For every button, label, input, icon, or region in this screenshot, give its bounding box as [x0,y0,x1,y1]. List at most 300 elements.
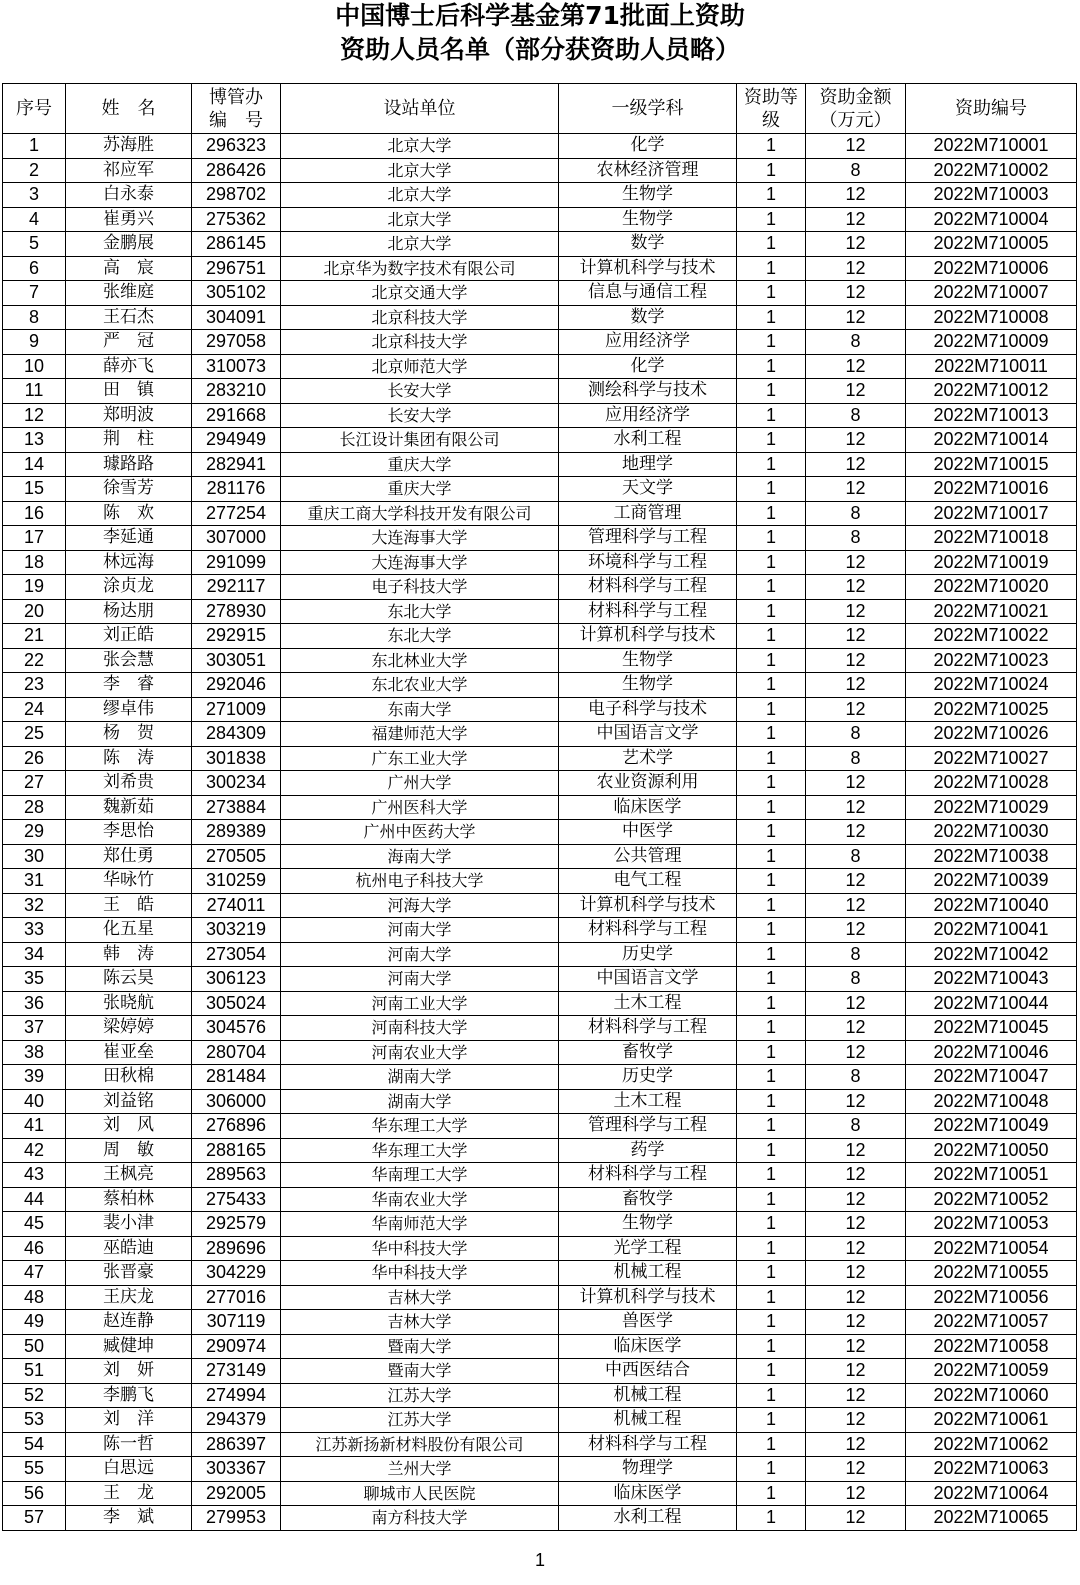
table-row [3,354,1077,379]
cell-amount: 12 [806,550,906,575]
cell-grant-id: 2022M710054 [906,1236,1077,1261]
cell-grant-id: 2022M710061 [906,1408,1077,1433]
cell-institution: 河南大学 [281,942,559,967]
cell-grant-id: 2022M710040 [906,893,1077,918]
cell-discipline: 农林经济管理 [559,158,737,183]
cell-discipline: 生物学 [559,1212,737,1237]
cell-discipline: 临床医学 [559,1334,737,1359]
cell-office-id: 278930 [192,599,281,624]
cell-office-id: 273149 [192,1359,281,1384]
cell-institution: 河南大学 [281,918,559,943]
cell-discipline: 临床医学 [559,795,737,820]
cell-amount: 8 [806,501,906,526]
cell-name: 田 镇 [66,379,192,404]
cell-office-id: 286426 [192,158,281,183]
cell-discipline: 机械工程 [559,1383,737,1408]
cell-name: 李延通 [66,526,192,551]
cell-grade: 1 [737,942,806,967]
cell-discipline: 管理科学与工程 [559,526,737,551]
cell-amount: 12 [806,1359,906,1384]
cell-grade: 1 [737,820,806,845]
cell-office-id: 292046 [192,673,281,698]
cell-grant-id: 2022M710055 [906,1261,1077,1286]
cell-office-id: 305024 [192,991,281,1016]
cell-discipline: 材料科学与工程 [559,1432,737,1457]
cell-name: 赵连静 [66,1310,192,1335]
cell-name: 王 龙 [66,1481,192,1506]
table-row [3,771,1077,796]
cell-institution: 吉林大学 [281,1310,559,1335]
cell-index: 52 [3,1383,66,1408]
table-row [3,1432,1077,1457]
cell-discipline: 计算机科学与技术 [559,1285,737,1310]
cell-discipline: 临床医学 [559,1481,737,1506]
cell-office-id: 310073 [192,354,281,379]
cell-grade: 1 [737,599,806,624]
cell-grade: 1 [737,330,806,355]
cell-name: 刘 洋 [66,1408,192,1433]
cell-index: 54 [3,1432,66,1457]
cell-grant-id: 2022M710063 [906,1457,1077,1482]
cell-discipline: 环境科学与工程 [559,550,737,575]
cell-amount: 12 [806,207,906,232]
cell-name: 张维庭 [66,281,192,306]
table-row [3,207,1077,232]
cell-amount: 12 [806,1163,906,1188]
cell-discipline: 生物学 [559,673,737,698]
table-row [3,330,1077,355]
cell-office-id: 307119 [192,1310,281,1335]
cell-grade: 1 [737,1114,806,1139]
cell-office-id: 289563 [192,1163,281,1188]
cell-grade: 1 [737,134,806,159]
table-row [3,1163,1077,1188]
cell-index: 7 [3,281,66,306]
cell-grade: 1 [737,1163,806,1188]
cell-index: 38 [3,1040,66,1065]
cell-name: 臧健坤 [66,1334,192,1359]
cell-index: 41 [3,1114,66,1139]
cell-institution: 重庆大学 [281,452,559,477]
cell-office-id: 290974 [192,1334,281,1359]
cell-grade: 1 [737,1359,806,1384]
cell-grant-id: 2022M710011 [906,354,1077,379]
cell-index: 53 [3,1408,66,1433]
table-row [3,379,1077,404]
cell-discipline: 应用经济学 [559,403,737,428]
cell-grade: 1 [737,232,806,257]
table-row [3,1334,1077,1359]
cell-name: 陈 欢 [66,501,192,526]
cell-amount: 12 [806,893,906,918]
table-row [3,1089,1077,1114]
cell-office-id: 275433 [192,1187,281,1212]
cell-amount: 12 [806,256,906,281]
cell-grant-id: 2022M710025 [906,697,1077,722]
cell-index: 17 [3,526,66,551]
cell-grade: 1 [737,746,806,771]
cell-grade: 1 [737,1065,806,1090]
cell-grant-id: 2022M710023 [906,648,1077,673]
table-row [3,942,1077,967]
cell-office-id: 300234 [192,771,281,796]
cell-amount: 12 [806,1408,906,1433]
cell-institution: 暨南大学 [281,1359,559,1384]
cell-grant-id: 2022M710006 [906,256,1077,281]
cell-amount: 8 [806,746,906,771]
cell-index: 34 [3,942,66,967]
table-row [3,918,1077,943]
cell-grade: 1 [737,771,806,796]
cell-grant-id: 2022M710013 [906,403,1077,428]
cell-index: 27 [3,771,66,796]
table-row [3,1236,1077,1261]
cell-discipline: 中国语言文学 [559,967,737,992]
cell-index: 56 [3,1481,66,1506]
cell-discipline: 机械工程 [559,1408,737,1433]
cell-institution: 北京师范大学 [281,354,559,379]
cell-institution: 长安大学 [281,379,559,404]
cell-amount: 12 [806,134,906,159]
cell-institution: 东南大学 [281,697,559,722]
cell-discipline: 材料科学与工程 [559,575,737,600]
cell-index: 49 [3,1310,66,1335]
cell-index: 14 [3,452,66,477]
cell-grant-id: 2022M710012 [906,379,1077,404]
cell-name: 李思怡 [66,820,192,845]
cell-amount: 8 [806,967,906,992]
cell-grade: 1 [737,428,806,453]
cell-amount: 12 [806,1187,906,1212]
cell-amount: 12 [806,1285,906,1310]
cell-grade: 1 [737,1432,806,1457]
cell-office-id: 280704 [192,1040,281,1065]
cell-index: 47 [3,1261,66,1286]
header-institution: 设站单位 [281,84,559,134]
cell-institution: 河海大学 [281,893,559,918]
cell-index: 36 [3,991,66,1016]
cell-name: 郑仕勇 [66,844,192,869]
table-row [3,501,1077,526]
cell-grant-id: 2022M710001 [906,134,1077,159]
cell-institution: 北京大学 [281,207,559,232]
cell-discipline: 艺术学 [559,746,737,771]
cell-institution: 北京交通大学 [281,281,559,306]
cell-index: 5 [3,232,66,257]
cell-grade: 1 [737,1261,806,1286]
cell-index: 42 [3,1138,66,1163]
cell-grant-id: 2022M710005 [906,232,1077,257]
table-row [3,869,1077,894]
cell-office-id: 274994 [192,1383,281,1408]
cell-index: 12 [3,403,66,428]
cell-institution: 广州大学 [281,771,559,796]
cell-institution: 南方科技大学 [281,1506,559,1531]
header-grant-id: 资助编号 [906,84,1077,134]
cell-name: 刘希贵 [66,771,192,796]
cell-index: 9 [3,330,66,355]
cell-institution: 湖南大学 [281,1065,559,1090]
cell-grade: 1 [737,1334,806,1359]
cell-amount: 12 [806,428,906,453]
table-row [3,1138,1077,1163]
cell-institution: 重庆大学 [281,477,559,502]
cell-discipline: 农业资源利用 [559,771,737,796]
cell-grade: 1 [737,1285,806,1310]
cell-discipline: 数学 [559,232,737,257]
cell-name: 涂贞龙 [66,575,192,600]
cell-name: 陈一哲 [66,1432,192,1457]
cell-amount: 12 [806,1383,906,1408]
cell-amount: 12 [806,795,906,820]
cell-grant-id: 2022M710056 [906,1285,1077,1310]
cell-office-id: 303219 [192,918,281,943]
cell-grade: 1 [737,281,806,306]
cell-grade: 1 [737,1236,806,1261]
header-discipline: 一级学科 [559,84,737,134]
cell-name: 裴小津 [66,1212,192,1237]
cell-institution: 北京科技大学 [281,305,559,330]
header-office-id: 博管办 编 号 [192,84,281,134]
table-row [3,1481,1077,1506]
cell-index: 4 [3,207,66,232]
cell-index: 23 [3,673,66,698]
table-row [3,1261,1077,1286]
header-index: 序号 [3,84,66,134]
cell-grant-id: 2022M710014 [906,428,1077,453]
cell-name: 陈云昊 [66,967,192,992]
cell-office-id: 282941 [192,452,281,477]
cell-discipline: 材料科学与工程 [559,1163,737,1188]
cell-grant-id: 2022M710028 [906,771,1077,796]
cell-institution: 重庆工商大学科技开发有限公司 [281,501,559,526]
cell-name: 刘 妍 [66,1359,192,1384]
cell-institution: 湖南大学 [281,1089,559,1114]
cell-grant-id: 2022M710024 [906,673,1077,698]
cell-grade: 1 [737,918,806,943]
table-row [3,1383,1077,1408]
table-row [3,820,1077,845]
cell-institution: 华东理工大学 [281,1138,559,1163]
cell-name: 杨达朋 [66,599,192,624]
cell-grade: 1 [737,1187,806,1212]
cell-grade: 1 [737,379,806,404]
table-row [3,305,1077,330]
cell-office-id: 304576 [192,1016,281,1041]
table-row [3,477,1077,502]
cell-grade: 1 [737,1212,806,1237]
cell-grade: 1 [737,550,806,575]
cell-index: 26 [3,746,66,771]
cell-grade: 1 [737,1138,806,1163]
table-row [3,893,1077,918]
table-row [3,746,1077,771]
cell-grade: 1 [737,575,806,600]
cell-grade: 1 [737,1089,806,1114]
cell-institution: 江苏大学 [281,1408,559,1433]
cell-grant-id: 2022M710015 [906,452,1077,477]
cell-office-id: 274011 [192,893,281,918]
cell-institution: 华南理工大学 [281,1163,559,1188]
cell-discipline: 物理学 [559,1457,737,1482]
header-name: 姓 名 [66,84,192,134]
table-row [3,403,1077,428]
cell-office-id: 306123 [192,967,281,992]
cell-index: 46 [3,1236,66,1261]
table-row [3,550,1077,575]
cell-office-id: 286397 [192,1432,281,1457]
cell-office-id: 303051 [192,648,281,673]
cell-grade: 1 [737,722,806,747]
cell-grant-id: 2022M710042 [906,942,1077,967]
cell-institution: 华东理工大学 [281,1114,559,1139]
cell-name: 蔡柏林 [66,1187,192,1212]
cell-office-id: 296323 [192,134,281,159]
cell-institution: 福建师范大学 [281,722,559,747]
cell-grade: 1 [737,795,806,820]
cell-name: 刘正皓 [66,624,192,649]
cell-discipline: 信息与通信工程 [559,281,737,306]
cell-institution: 海南大学 [281,844,559,869]
cell-discipline: 水利工程 [559,1506,737,1531]
cell-index: 2 [3,158,66,183]
cell-index: 51 [3,1359,66,1384]
cell-institution: 东北农业大学 [281,673,559,698]
cell-grade: 1 [737,1457,806,1482]
cell-grade: 1 [737,869,806,894]
cell-amount: 8 [806,158,906,183]
cell-office-id: 281176 [192,477,281,502]
cell-grade: 1 [737,158,806,183]
cell-discipline: 机械工程 [559,1261,737,1286]
cell-name: 张晋豪 [66,1261,192,1286]
cell-grade: 1 [737,967,806,992]
cell-office-id: 303367 [192,1457,281,1482]
cell-grade: 1 [737,1481,806,1506]
cell-institution: 河南科技大学 [281,1016,559,1041]
cell-grade: 1 [737,673,806,698]
cell-index: 32 [3,893,66,918]
cell-office-id: 283210 [192,379,281,404]
cell-discipline: 兽医学 [559,1310,737,1335]
cell-grant-id: 2022M710002 [906,158,1077,183]
cell-name: 张晓航 [66,991,192,1016]
cell-discipline: 历史学 [559,942,737,967]
table-row [3,722,1077,747]
cell-office-id: 288165 [192,1138,281,1163]
cell-grant-id: 2022M710039 [906,869,1077,894]
cell-grade: 1 [737,256,806,281]
cell-grade: 1 [737,624,806,649]
cell-index: 20 [3,599,66,624]
cell-name: 王庆龙 [66,1285,192,1310]
cell-institution: 华中科技大学 [281,1236,559,1261]
cell-institution: 北京大学 [281,134,559,159]
cell-amount: 12 [806,697,906,722]
cell-name: 徐雪芳 [66,477,192,502]
cell-discipline: 计算机科学与技术 [559,624,737,649]
cell-office-id: 273054 [192,942,281,967]
cell-name: 郑明波 [66,403,192,428]
cell-institution: 大连海事大学 [281,526,559,551]
cell-grant-id: 2022M710016 [906,477,1077,502]
table-header-row [3,84,1077,134]
cell-index: 13 [3,428,66,453]
cell-discipline: 电子科学与技术 [559,697,737,722]
cell-name: 高 宸 [66,256,192,281]
table-row [3,256,1077,281]
cell-grant-id: 2022M710052 [906,1187,1077,1212]
cell-name: 韩 涛 [66,942,192,967]
cell-grade: 1 [737,697,806,722]
table-row [3,526,1077,551]
cell-office-id: 292005 [192,1481,281,1506]
cell-amount: 12 [806,1016,906,1041]
cell-name: 刘益铭 [66,1089,192,1114]
cell-discipline: 中国语言文学 [559,722,737,747]
cell-index: 33 [3,918,66,943]
cell-institution: 东北大学 [281,624,559,649]
cell-institution: 北京大学 [281,183,559,208]
cell-discipline: 化学 [559,354,737,379]
cell-office-id: 291668 [192,403,281,428]
table-row [3,134,1077,159]
cell-institution: 河南大学 [281,967,559,992]
cell-amount: 12 [806,477,906,502]
cell-index: 37 [3,1016,66,1041]
cell-amount: 12 [806,1481,906,1506]
table-row [3,967,1077,992]
header-grade: 资助等 级 [737,84,806,134]
cell-name: 苏海胜 [66,134,192,159]
cell-discipline: 光学工程 [559,1236,737,1261]
cell-name: 王石杰 [66,305,192,330]
cell-name: 白永泰 [66,183,192,208]
cell-amount: 12 [806,771,906,796]
cell-institution: 吉林大学 [281,1285,559,1310]
cell-index: 31 [3,869,66,894]
cell-amount: 12 [806,869,906,894]
cell-index: 22 [3,648,66,673]
cell-amount: 8 [806,403,906,428]
cell-grant-id: 2022M710027 [906,746,1077,771]
table-row [3,1457,1077,1482]
cell-grant-id: 2022M710041 [906,918,1077,943]
cell-office-id: 305102 [192,281,281,306]
cell-discipline: 中西医结合 [559,1359,737,1384]
cell-name: 李 睿 [66,673,192,698]
cell-discipline: 计算机科学与技术 [559,893,737,918]
cell-discipline: 畜牧学 [559,1040,737,1065]
cell-name: 金鹏展 [66,232,192,257]
cell-institution: 北京华为数字技术有限公司 [281,256,559,281]
cell-grade: 1 [737,354,806,379]
cell-index: 28 [3,795,66,820]
cell-index: 50 [3,1334,66,1359]
table-row [3,648,1077,673]
cell-office-id: 297058 [192,330,281,355]
cell-office-id: 292117 [192,575,281,600]
cell-index: 29 [3,820,66,845]
cell-amount: 12 [806,452,906,477]
cell-office-id: 310259 [192,869,281,894]
cell-institution: 华南农业大学 [281,1187,559,1212]
table-row [3,624,1077,649]
table-row [3,1040,1077,1065]
cell-institution: 长安大学 [281,403,559,428]
cell-discipline: 畜牧学 [559,1187,737,1212]
cell-discipline: 土木工程 [559,1089,737,1114]
